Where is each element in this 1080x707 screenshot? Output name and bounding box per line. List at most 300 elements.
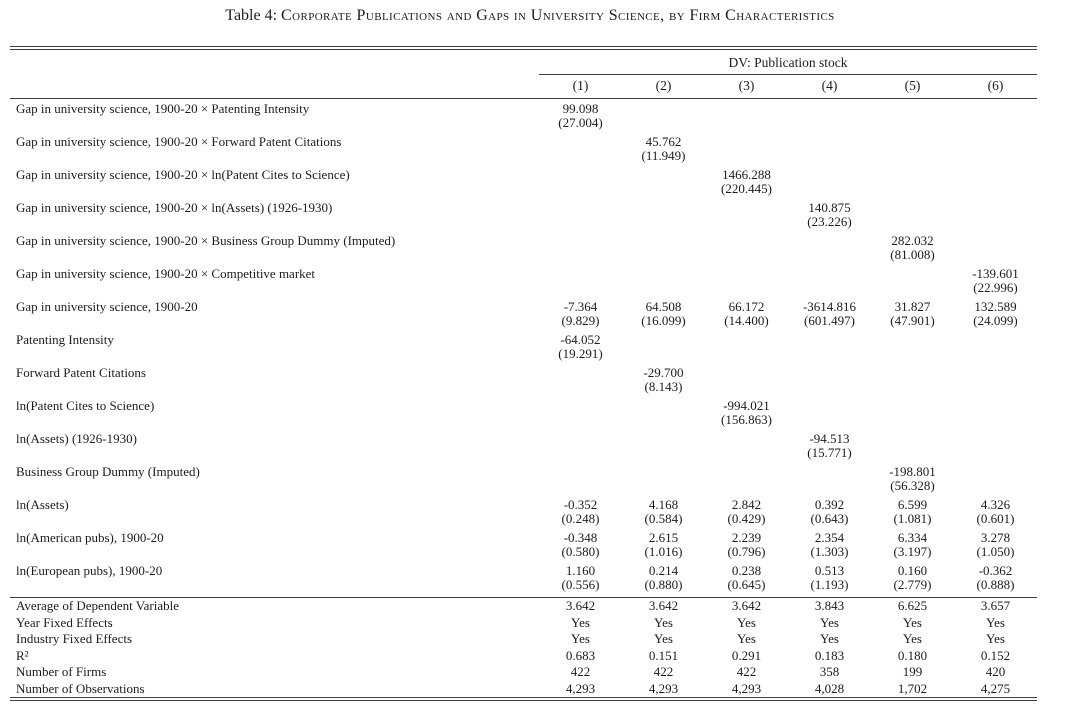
coefficient-value: 2.615 xyxy=(648,530,679,545)
coefficient-value xyxy=(788,366,871,380)
standard-error-row xyxy=(10,281,1037,300)
standard-error-value xyxy=(622,446,705,465)
column-number-row xyxy=(10,75,1037,99)
coefficient-value xyxy=(954,366,1037,380)
summary-label: Average of Dependent Variable xyxy=(10,598,539,615)
standard-error-value xyxy=(539,281,622,300)
standard-error-value xyxy=(622,413,705,432)
coefficient-value: -3614.816 xyxy=(802,299,857,314)
coefficient-value: 4.326 xyxy=(980,497,1011,512)
coefficient-value: 2.842 xyxy=(731,497,762,512)
standard-error-value xyxy=(788,248,871,267)
coefficient-value xyxy=(788,168,871,182)
coefficient-value xyxy=(705,267,788,281)
variable-row xyxy=(10,333,1037,347)
summary-value: 0.152 xyxy=(980,647,1011,663)
coefficient-value: -139.601 xyxy=(972,266,1019,281)
standard-error-value xyxy=(788,479,871,498)
standard-error-row xyxy=(10,446,1037,465)
standard-error-value xyxy=(705,215,788,234)
empty-label-cell xyxy=(10,578,539,598)
coefficient-value xyxy=(705,432,788,446)
summary-value: 0.183 xyxy=(814,647,845,663)
variable-label: ln(American pubs), 1900-20 xyxy=(16,530,164,545)
summary-row xyxy=(10,631,1037,648)
empty-label-cell xyxy=(10,380,539,399)
standard-error-value: (0.880) xyxy=(644,577,683,592)
summary-value: 420 xyxy=(985,664,1006,679)
summary-value: 422 xyxy=(736,664,757,679)
standard-error-row xyxy=(10,512,1037,531)
coefficient-value: 0.214 xyxy=(648,563,679,578)
variable-row xyxy=(10,399,1037,413)
coefficient-value xyxy=(871,366,954,380)
column-header-6: (6) xyxy=(954,75,1037,99)
standard-error-value xyxy=(705,149,788,168)
summary-label: Year Fixed Effects xyxy=(16,614,113,630)
summary-value: 3.642 xyxy=(705,598,788,615)
coefficient-value xyxy=(705,234,788,248)
standard-error-value: (0.645) xyxy=(727,577,766,592)
summary-value: 358 xyxy=(819,664,840,679)
standard-error-value xyxy=(871,380,954,399)
variable-label: Gap in university science, 1900-20 × Competitive market xyxy=(16,266,316,281)
standard-error-value xyxy=(954,215,1037,234)
variable-label: Patenting Intensity xyxy=(16,332,114,347)
standard-error-value: (2.779) xyxy=(893,577,932,592)
standard-error-value: (56.328) xyxy=(890,478,935,493)
standard-error-value: (601.497) xyxy=(804,313,855,328)
empty-label-cell xyxy=(10,248,539,267)
coefficient-value xyxy=(705,201,788,215)
column-header-2: (2) xyxy=(622,75,705,99)
coefficient-value xyxy=(788,99,871,117)
table-title xyxy=(0,7,1060,25)
standard-error-row xyxy=(10,182,1037,201)
standard-error-value xyxy=(871,446,954,465)
standard-error-row xyxy=(10,248,1037,267)
standard-error-value xyxy=(871,281,954,300)
standard-error-value: (47.901) xyxy=(890,313,935,328)
coefficient-value: -29.700 xyxy=(643,365,684,380)
variable-label: Gap in university science, 1900-20 xyxy=(16,299,198,314)
variable-row xyxy=(10,564,1037,578)
coefficient-value xyxy=(788,234,871,248)
standard-error-value: (0.429) xyxy=(727,511,766,526)
variable-label: ln(Assets) xyxy=(16,497,69,512)
variable-label: ln(Assets) (1926-1930) xyxy=(16,431,137,446)
empty-label-cell xyxy=(10,149,539,168)
coefficient-value xyxy=(539,465,622,479)
standard-error-value xyxy=(871,215,954,234)
standard-error-value: (0.601) xyxy=(976,511,1015,526)
coefficient-value xyxy=(539,135,622,149)
standard-error-row xyxy=(10,479,1037,498)
summary-value: 0.151 xyxy=(648,647,679,663)
summary-value: 3.657 xyxy=(954,598,1037,615)
variable-label: ln(Patent Cites to Science) xyxy=(16,398,155,413)
standard-error-value xyxy=(622,479,705,498)
empty-label-cell xyxy=(10,347,539,366)
coefficient-value: 3.278 xyxy=(980,530,1011,545)
column-header-1: (1) xyxy=(539,75,622,99)
column-header-3: (3) xyxy=(705,75,788,99)
standard-error-value xyxy=(871,149,954,168)
coefficient-value: -7.364 xyxy=(563,299,598,314)
coefficient-value xyxy=(705,99,788,117)
standard-error-value: (19.291) xyxy=(558,346,603,361)
coefficient-value xyxy=(705,135,788,149)
column-header-4: (4) xyxy=(788,75,871,99)
empty-label-cell xyxy=(10,215,539,234)
standard-error-value: (220.445) xyxy=(721,181,772,196)
empty-label-cell xyxy=(10,314,539,333)
standard-error-value xyxy=(705,446,788,465)
standard-error-value: (81.008) xyxy=(890,247,935,262)
standard-error-value: (1.193) xyxy=(810,577,849,592)
coefficient-section xyxy=(10,99,1037,598)
summary-value: Yes xyxy=(820,614,839,630)
coefficient-value: 2.239 xyxy=(731,530,762,545)
standard-error-row xyxy=(10,545,1037,564)
dv-header-row xyxy=(10,48,1037,75)
summary-value: Yes xyxy=(737,614,756,630)
variable-label: Gap in university science, 1900-20 × Patenting Intensity xyxy=(16,101,310,116)
standard-error-value: (9.829) xyxy=(561,313,600,328)
coefficient-value: -0.348 xyxy=(563,530,598,545)
variable-label: Gap in university science, 1900-20 × Business Group Dummy (Imputed) xyxy=(16,233,396,248)
standard-error-value: (0.556) xyxy=(561,577,600,592)
coefficient-value xyxy=(705,465,788,479)
standard-error-value xyxy=(788,116,871,135)
summary-row xyxy=(10,664,1037,681)
summary-value: Yes xyxy=(571,631,590,646)
summary-value: 3.642 xyxy=(539,598,622,615)
standard-error-value: (0.643) xyxy=(810,511,849,526)
coefficient-value: 0.513 xyxy=(814,563,845,578)
standard-error-value xyxy=(788,413,871,432)
coefficient-value xyxy=(539,168,622,182)
coefficient-value: 66.172 xyxy=(728,299,765,314)
standard-error-value xyxy=(622,248,705,267)
standard-error-row xyxy=(10,215,1037,234)
coefficient-value: 132.589 xyxy=(974,299,1017,314)
standard-error-value xyxy=(788,347,871,366)
standard-error-value xyxy=(622,182,705,201)
column-header-5: (5) xyxy=(871,75,954,99)
summary-row xyxy=(10,648,1037,665)
coefficient-value xyxy=(954,99,1037,117)
coefficient-value: 45.762 xyxy=(645,134,682,149)
standard-error-value xyxy=(954,413,1037,432)
standard-error-value: (8.143) xyxy=(644,379,683,394)
standard-error-value: (0.584) xyxy=(644,511,683,526)
standard-error-value: (1.016) xyxy=(644,544,683,559)
summary-value: 4,293 xyxy=(731,680,762,696)
variable-row xyxy=(10,234,1037,248)
standard-error-value xyxy=(539,413,622,432)
coefficient-value xyxy=(539,399,622,413)
summary-value: Yes xyxy=(571,614,590,630)
standard-error-row xyxy=(10,314,1037,333)
standard-error-value xyxy=(788,149,871,168)
coefficient-value: 6.334 xyxy=(897,530,928,545)
standard-error-value: (0.888) xyxy=(976,577,1015,592)
variable-row xyxy=(10,498,1037,512)
standard-error-value xyxy=(622,116,705,135)
standard-error-value xyxy=(705,380,788,399)
standard-error-value xyxy=(622,347,705,366)
coefficient-value: 99.098 xyxy=(562,101,599,116)
variable-row xyxy=(10,300,1037,314)
standard-error-row xyxy=(10,149,1037,168)
coefficient-value xyxy=(788,267,871,281)
standard-error-value: (1.303) xyxy=(810,544,849,559)
standard-error-value: (16.099) xyxy=(641,313,686,328)
coefficient-value xyxy=(871,135,954,149)
coefficient-value xyxy=(539,432,622,446)
coefficient-value xyxy=(954,234,1037,248)
standard-error-value xyxy=(539,446,622,465)
summary-value: 0.180 xyxy=(897,647,928,663)
summary-value: 4,293 xyxy=(565,680,596,696)
standard-error-value xyxy=(954,347,1037,366)
coefficient-value xyxy=(622,99,705,117)
variable-row xyxy=(10,201,1037,215)
coefficient-value: -64.052 xyxy=(560,332,601,347)
coefficient-value xyxy=(622,465,705,479)
coefficient-value: -0.362 xyxy=(978,563,1013,578)
coefficient-value xyxy=(788,135,871,149)
standard-error-value xyxy=(954,116,1037,135)
standard-error-value xyxy=(539,149,622,168)
coefficient-value: 0.238 xyxy=(731,563,762,578)
standard-error-row xyxy=(10,380,1037,399)
summary-value: Yes xyxy=(903,631,922,646)
summary-value: Yes xyxy=(820,631,839,646)
standard-error-value xyxy=(871,413,954,432)
standard-error-value: (1.050) xyxy=(976,544,1015,559)
table-title-text: Corporate Publications and Gaps in University Science, by Firm Characteristics xyxy=(281,7,835,24)
summary-value: 199 xyxy=(902,664,923,679)
variable-row xyxy=(10,366,1037,380)
coefficient-value xyxy=(622,432,705,446)
coefficient-value: 282.032 xyxy=(891,233,934,248)
coefficient-value: 140.875 xyxy=(808,200,851,215)
summary-value: Yes xyxy=(903,614,922,630)
table-header xyxy=(10,48,1037,99)
summary-value: 3.843 xyxy=(788,598,871,615)
standard-error-value xyxy=(539,479,622,498)
standard-error-row xyxy=(10,116,1037,135)
coefficient-value xyxy=(788,465,871,479)
standard-error-row xyxy=(10,347,1037,366)
variable-label: Gap in university science, 1900-20 × Forward Patent Citations xyxy=(16,134,342,149)
standard-error-value xyxy=(705,347,788,366)
summary-value: 3.642 xyxy=(622,598,705,615)
standard-error-value: (22.996) xyxy=(973,280,1018,295)
summary-value: 4,028 xyxy=(814,680,845,696)
standard-error-value xyxy=(954,446,1037,465)
coefficient-value: 1466.288 xyxy=(722,167,771,182)
variable-row xyxy=(10,531,1037,545)
summary-value: 6.625 xyxy=(871,598,954,615)
variable-label: Business Group Dummy (Imputed) xyxy=(16,464,200,479)
standard-error-value xyxy=(871,116,954,135)
coefficient-value xyxy=(539,366,622,380)
coefficient-value xyxy=(622,234,705,248)
standard-error-value xyxy=(788,281,871,300)
coefficient-value xyxy=(622,333,705,347)
standard-error-value xyxy=(954,479,1037,498)
coefficient-value xyxy=(871,399,954,413)
standard-error-value: (14.400) xyxy=(724,313,769,328)
standard-error-value: (11.949) xyxy=(641,148,686,163)
coefficient-value xyxy=(539,267,622,281)
coefficient-value xyxy=(539,234,622,248)
summary-section xyxy=(10,598,1037,700)
coefficient-value xyxy=(539,201,622,215)
variable-row xyxy=(10,99,1037,117)
summary-value: Yes xyxy=(654,631,673,646)
coefficient-value: -0.352 xyxy=(563,497,598,512)
standard-error-row xyxy=(10,413,1037,432)
summary-value: 4,275 xyxy=(980,680,1011,696)
standard-error-value: (3.197) xyxy=(893,544,932,559)
summary-label: Number of Observations xyxy=(16,680,145,696)
empty-header-cell xyxy=(10,48,539,75)
empty-label-cell xyxy=(10,446,539,465)
standard-error-value: (24.099) xyxy=(973,313,1018,328)
standard-error-value xyxy=(705,281,788,300)
variable-row xyxy=(10,465,1037,479)
summary-label: Number of Firms xyxy=(16,664,107,679)
standard-error-value: (1.081) xyxy=(893,511,932,526)
coefficient-value xyxy=(954,399,1037,413)
variable-row xyxy=(10,168,1037,182)
standard-error-value: (0.580) xyxy=(561,544,600,559)
coefficient-value: 31.827 xyxy=(894,299,931,314)
standard-error-value xyxy=(705,116,788,135)
standard-error-value xyxy=(954,380,1037,399)
empty-label-cell xyxy=(10,479,539,498)
standard-error-value xyxy=(954,248,1037,267)
summary-value: 0.683 xyxy=(565,647,596,663)
coefficient-value: 64.508 xyxy=(645,299,682,314)
empty-label-cell xyxy=(10,116,539,135)
coefficient-value: 2.354 xyxy=(814,530,845,545)
standard-error-value xyxy=(954,149,1037,168)
coefficient-value xyxy=(705,333,788,347)
empty-label-cell xyxy=(10,182,539,201)
standard-error-value: (15.771) xyxy=(807,445,852,460)
summary-row xyxy=(10,681,1037,700)
standard-error-value: (0.248) xyxy=(561,511,600,526)
summary-row xyxy=(10,598,1037,615)
standard-error-value: (23.226) xyxy=(807,214,852,229)
summary-label: R² xyxy=(16,647,29,663)
coefficient-value: 6.599 xyxy=(897,497,928,512)
coefficient-value: -94.513 xyxy=(809,431,850,446)
standard-error-value xyxy=(622,215,705,234)
summary-value: 422 xyxy=(570,664,591,679)
standard-error-row xyxy=(10,578,1037,598)
coefficient-value: 0.392 xyxy=(814,497,845,512)
empty-label-cell xyxy=(10,545,539,564)
table-number-label: Table 4: xyxy=(225,7,282,24)
empty-header-cell xyxy=(10,75,539,99)
summary-value: Yes xyxy=(737,631,756,646)
coefficient-value xyxy=(705,366,788,380)
standard-error-value xyxy=(871,347,954,366)
coefficient-value xyxy=(788,399,871,413)
summary-value: Yes xyxy=(986,614,1005,630)
coefficient-value xyxy=(788,333,871,347)
coefficient-value: -198.801 xyxy=(889,464,936,479)
coefficient-value xyxy=(622,267,705,281)
standard-error-value xyxy=(705,248,788,267)
coefficient-value: -994.021 xyxy=(723,398,770,413)
standard-error-value: (27.004) xyxy=(558,115,603,130)
empty-label-cell xyxy=(10,413,539,432)
coefficient-value: 1.160 xyxy=(565,563,596,578)
standard-error-value xyxy=(954,182,1037,201)
coefficient-value xyxy=(954,135,1037,149)
summary-value: Yes xyxy=(986,631,1005,646)
coefficient-value xyxy=(622,201,705,215)
coefficient-value xyxy=(622,168,705,182)
coefficient-value xyxy=(622,399,705,413)
standard-error-value xyxy=(539,380,622,399)
empty-label-cell xyxy=(10,281,539,300)
coefficient-value xyxy=(954,201,1037,215)
standard-error-value xyxy=(871,182,954,201)
standard-error-value xyxy=(788,380,871,399)
variable-label: Forward Patent Citations xyxy=(16,365,146,380)
coefficient-value xyxy=(871,168,954,182)
regression-table xyxy=(10,46,1037,701)
standard-error-value xyxy=(622,281,705,300)
coefficient-value xyxy=(871,99,954,117)
variable-label: Gap in university science, 1900-20 × ln(Assets) (1926-1930) xyxy=(16,200,333,215)
dv-header: DV: Publication stock xyxy=(539,48,1037,75)
variable-label: ln(European pubs), 1900-20 xyxy=(16,563,163,578)
summary-value: 0.291 xyxy=(731,647,762,663)
standard-error-value xyxy=(539,248,622,267)
coefficient-value xyxy=(954,432,1037,446)
coefficient-value xyxy=(954,465,1037,479)
summary-value: 4,293 xyxy=(648,680,679,696)
coefficient-value xyxy=(954,333,1037,347)
variable-label: Gap in university science, 1900-20 × ln(Patent Cites to Science) xyxy=(16,167,350,182)
empty-label-cell xyxy=(10,512,539,531)
summary-value: 422 xyxy=(653,664,674,679)
coefficient-value xyxy=(871,432,954,446)
coefficient-value xyxy=(954,168,1037,182)
variable-row xyxy=(10,432,1037,446)
coefficient-value xyxy=(871,333,954,347)
summary-label: Industry Fixed Effects xyxy=(16,631,133,646)
standard-error-value xyxy=(539,182,622,201)
variable-row xyxy=(10,135,1037,149)
summary-value: Yes xyxy=(654,614,673,630)
coefficient-value: 4.168 xyxy=(648,497,679,512)
summary-value: 1,702 xyxy=(897,680,928,696)
coefficient-value xyxy=(871,201,954,215)
standard-error-value: (0.796) xyxy=(727,544,766,559)
standard-error-value xyxy=(788,182,871,201)
standard-error-value: (156.863) xyxy=(721,412,772,427)
